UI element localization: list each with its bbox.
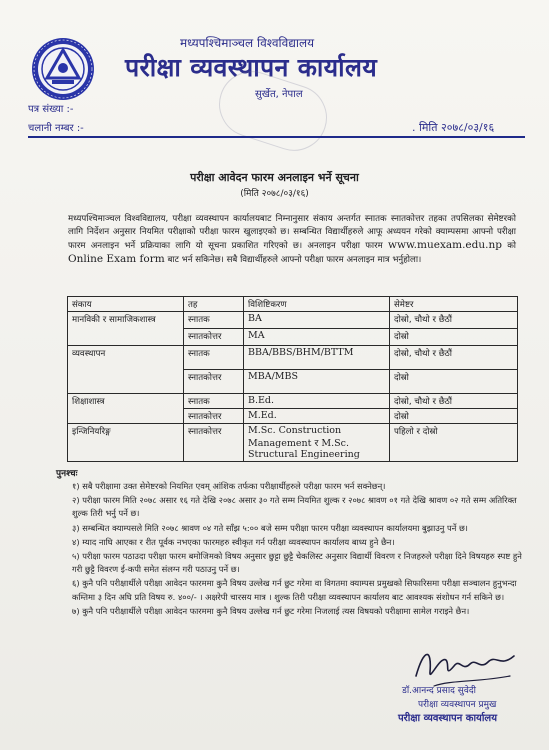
semester-cell: दोस्रो xyxy=(390,329,518,346)
header-faculty: संकाय xyxy=(68,297,184,312)
body-text-3: बाट भर्न सकिनेछ। सबै विद्यार्थीहरुले आफ्नो परीक्षा फारम अनलाइन मात्र भर्नुहोला। xyxy=(167,255,422,265)
office-address: सुर्खेत, नेपाल xyxy=(255,89,303,100)
level-cell: स्नातकोत्तर xyxy=(184,329,244,346)
level-cell: स्नातक xyxy=(184,312,244,329)
program-cell: MBA/MBS xyxy=(244,370,390,394)
level-cell: स्नातकोत्तर xyxy=(184,370,244,394)
faculty-cell: इन्जिनियरिङ्ग xyxy=(68,424,184,462)
program-cell: B.Ed. xyxy=(244,394,390,409)
body-text-1: मध्यपश्चिमाञ्चल विश्वविद्यालय, परीक्षा व्यवस्थापन कार्यालयबाट निम्नानुसार संकाय अन्तर्गत स्नातक स्नातकोत्तर तहका तपसिलका सेमेष्टरको लागि निर्देशन अनुसार नियमित परीक्षाको परीक्षा फारम खुलाइएको छ। सम्बन्धित विद्यार्थीहरुले आफू अध्ययन गरेको क्याम्पसमा आफ्नो परीक्षा फारम अनलाइन भर्ने प्रक्रियाका लागि यो सूचना प्रकाशित गरिएको छ। अनलाइन परीक्षा फारम xyxy=(68,214,516,251)
university-seal-icon xyxy=(30,36,96,102)
faculty-cell: मानविकी र सामाजिकशास्त्र xyxy=(68,312,184,346)
notice-subtitle: (मिति २०७८/०३/१६) xyxy=(240,189,309,199)
semester-cell: दोस्रो, चौथो र छैठौं xyxy=(390,394,518,409)
faculty-cell: शिक्षाशास्त्र xyxy=(68,394,184,424)
header-specialization: विशिष्टिकरण xyxy=(244,297,390,312)
notes-heading: पुनश्चः xyxy=(56,469,78,479)
office-name: परीक्षा व्यवस्थापन कार्यालय xyxy=(125,53,378,82)
list-item: १) सबै परीक्षामा उक्त सेमेष्टरको नियमित एवम् आंशिक तर्फका परीक्षार्थीहरुले परीक्षा फारम भर्न सक्नेछन्। xyxy=(72,481,386,491)
header-semester: सेमेष्टर xyxy=(390,297,518,312)
list-item: २) परीक्षा फारम मिति २०७८ असार १६ गते देखि २०७८ असार ३० गते सम्म नियमित शुल्क र २०७८ श्रावण ०१ गते देखि श्रावण ०२ गते सम्म अतिरिक्त शुल्क तिरी भर्नु पर्ने छ। xyxy=(72,495,517,519)
notice-title: परीक्षा आवेदन फारम अनलाइन भर्ने सूचना xyxy=(190,171,359,184)
semester-cell: पहिलो र दोस्रो xyxy=(390,424,518,462)
header-divider xyxy=(28,136,525,138)
list-item: ६) कुनै पनि परीक्षार्थीले परीक्षा आवेदन फारममा कुनै विषय उल्लेख गर्न छुट गरेमा वा विगतमा क्याम्पस प्रमुखको सिफारिसमा परीक्षा सञ्चालन हुनुभन्दा कम्तिमा ३ दिन अघि प्रति विषय रु. ४००/- । अक्षरेपी चारसय मात्र । शुल्क तिरी परीक्षा व्यवस्थापन कार्यालय बाट आवश्यक संशोधन गर्न सकिने छ। xyxy=(72,578,517,602)
signatory-office: परीक्षा व्यवस्थापन कार्यालय xyxy=(398,713,498,724)
signatory-name: डॉ.आनन्द प्रसाद सुवेदी xyxy=(402,686,476,696)
table-row xyxy=(68,346,518,370)
issue-date: . मिति २०७८/०३/१६ xyxy=(412,121,495,134)
table-row xyxy=(68,394,518,409)
table-row xyxy=(68,312,518,329)
semester-cell: दोस्रो xyxy=(390,370,518,394)
program-cell: BBA/BBS/BHM/BTTM xyxy=(244,346,390,370)
level-cell: स्नातकोत्तर xyxy=(184,409,244,424)
body-text-2: को xyxy=(507,241,517,251)
program-cell: BA xyxy=(244,312,390,329)
university-name: मध्यपश्चिमाञ्चल विश्वविद्यालय xyxy=(180,36,315,50)
list-item: ४) म्याद नाघि आएका र रीत पूर्वक नभएका फारमहरु स्वीकृत गर्न परीक्षा व्यवस्थापन कार्यालय बाध्य हुने छैन। xyxy=(72,536,395,547)
exam-website-link[interactable]: www.muexam.edu.np xyxy=(387,239,502,251)
table-row xyxy=(68,424,518,462)
program-cell: MA xyxy=(244,329,390,346)
notes-list xyxy=(72,480,522,619)
program-cell: M.Sc. Construction Management र M.Sc. Structural Engineering xyxy=(244,424,390,462)
signatory-role: परीक्षा व्यवस्थापन प्रमुख xyxy=(418,700,497,710)
list-item: ३) सम्बन्धित क्याम्पसले मिति २०७८ श्रावण ०४ गते साँझ ५:०० बजे सम्म परीक्षा फारम परीक्षा व्यवस्थापन कार्यालयमा बुझाउनु पर्ने छ। xyxy=(72,522,468,533)
list-item: ७) कुनै पनि परीक्षार्थीले परीक्षा आवेदन फारममा कुनै विषय उल्लेख गर्न छुट गरेमा निजलाई त्यस विषयको परीक्षामा सामेल गराइने छैन। xyxy=(72,605,470,616)
faculty-cell: व्यवस्थापन xyxy=(68,346,184,394)
table-header-row xyxy=(68,297,518,312)
notice-body xyxy=(68,213,516,267)
semester-cell: दोस्रो, चौथो र छैठौं xyxy=(390,346,518,370)
semester-cell: दोस्रो xyxy=(390,409,518,424)
level-cell: स्नातक xyxy=(184,394,244,409)
level-cell: स्नातकोत्तर xyxy=(184,424,244,462)
program-cell: M.Ed. xyxy=(244,409,390,424)
header-level: तह xyxy=(184,297,244,312)
dispatch-number: चलानी नम्बर :- xyxy=(28,123,84,134)
letter-number: पत्र संख्या :- xyxy=(28,104,74,115)
semester-cell: दोस्रो, चौथो र छैठौं xyxy=(390,312,518,329)
list-item: ५) परीक्षा फारम पठाउदा परीक्षा फारम बमोजिमको विषय अनुसार छुट्टा छुट्टै चेकलिस्ट अनुसार विद्यार्थी विवरण र निजहरुले परीक्षा दिने विषयहरु स्पष्ट हुने गरी छुट्टै विवरण ई-कपी समेत संलग्न गरी पठाउनु पर्ने छ। xyxy=(72,551,522,575)
online-exam-form-text: Online Exam form xyxy=(68,253,165,265)
level-cell: स्नातक xyxy=(184,346,244,370)
semester-table xyxy=(67,296,518,462)
